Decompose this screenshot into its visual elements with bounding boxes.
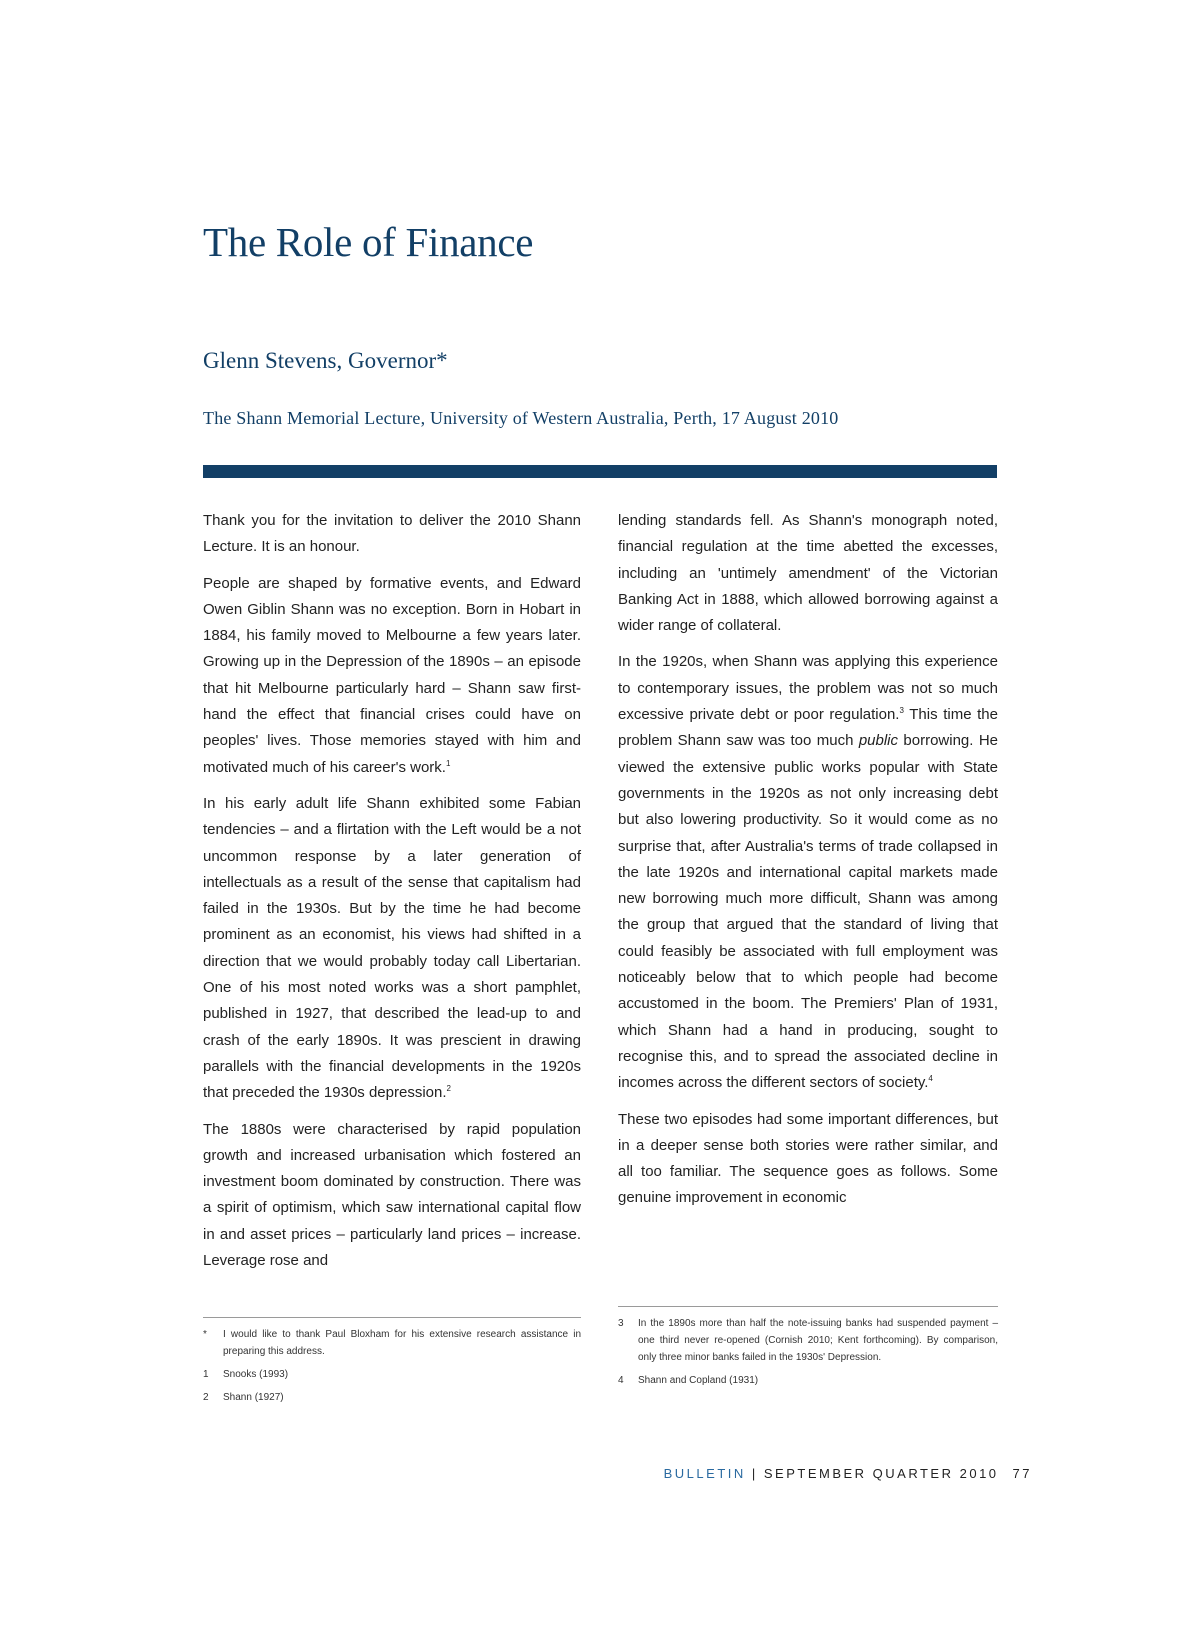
footnote bbox=[618, 1315, 998, 1366]
footnote-mark: 1 bbox=[203, 1369, 209, 1380]
emphasis-text: public bbox=[858, 732, 899, 750]
paragraph bbox=[203, 791, 581, 1107]
footnote-ref[interactable]: 3 bbox=[899, 706, 904, 716]
paragraph bbox=[618, 508, 998, 639]
footer-separator: | bbox=[745, 1466, 764, 1481]
paragraph bbox=[203, 508, 581, 561]
paragraph-text: This time the problem Shann saw was too much bbox=[618, 706, 998, 750]
page-number: 77 bbox=[1012, 1466, 1032, 1481]
paragraph-text: In his early adult life Shann exhibited some Fabian tendencies – and a flirtation with the Left would be a not uncommon response by a later generation of intellectuals as a result of the sense that capitalism had failed in the 1930s. But by the time he had become prominent as an economist, his views had shifted in a direction that we would probably today call Libertarian. One of his most noted works was a short pamphlet, published in 1927, that described the lead-up to and crash of the early 1890s. It was prescient in drawing parallels with the financial developments in the 1920s that preceded the 1930s depression. bbox=[203, 794, 581, 1102]
paragraph bbox=[203, 1117, 581, 1275]
paragraph bbox=[618, 649, 998, 1096]
footnote-text: I would like to thank Paul Bloxham for his extensive research assistance in preparing this address. bbox=[223, 1329, 581, 1357]
footnotes-left bbox=[203, 1317, 581, 1412]
paragraph-text: borrowing. He viewed the extensive public works popular with State governments in the 1920s as not only increasing debt but also lowering productivity. So it would come as no surprise that, after Australia's terms of trade collapsed in the late 1920s and international capital markets made new borrowing much more difficult, Shann was among the group that argued that the standard of living that could feasibly be associated with full employment was noticeably below that to which people had become accustomed in the boom. The Premiers' Plan of 1931, which Shann had a hand in producing, sought to recognise this, and to spread the associated decline in incomes across the different sectors of society. bbox=[618, 732, 999, 1092]
paragraph-text: These two episodes had some important differences, but in a deeper sense both stories were rather similar, and all too familiar. The sequence goes as follows. Some genuine improvement in economic bbox=[618, 1110, 998, 1207]
footnote-ref[interactable]: 4 bbox=[928, 1074, 933, 1084]
header-divider bbox=[203, 465, 997, 478]
footnotes-right bbox=[618, 1306, 998, 1395]
author-line: Glenn Stevens, Governor* bbox=[203, 348, 448, 373]
paragraph-text: Thank you for the invitation to deliver the 2010 Shann Lecture. It is an honour. bbox=[203, 512, 581, 556]
footnote-mark: * bbox=[203, 1329, 207, 1340]
footnote-text: Shann and Copland (1931) bbox=[638, 1375, 759, 1386]
paragraph-text: People are shaped by formative events, and Edward Owen Giblin Shann was no exception. Born in Hobart in 1884, his family moved to Melbourne a few years later. Growing up in the Depression of the 1890s – an episode that hit Melbourne particularly hard – Shann saw first-hand the effect that financial crises could have on peoples' lives. Those memories stayed with him and motivated much of his career's work. bbox=[203, 574, 581, 776]
issue-label: SEPTEMBER QUARTER 2010 bbox=[763, 1466, 999, 1481]
footnote-ref[interactable]: 2 bbox=[446, 1084, 451, 1094]
article-title: The Role of Finance bbox=[203, 219, 534, 265]
paragraph-text: lending standards fell. As Shann's monograph noted, financial regulation at the time abetted the excesses, including an 'untimely amendment' of the Victorian Banking Act in 1888, which allowed borrowing against a wider range of collateral. bbox=[618, 512, 998, 635]
paragraph-text: The 1880s were characterised by rapid population growth and increased urbanisation which fostered an investment boom dominated by construction. There was a spirit of optimism, which saw international capital flow in and asset prices – particularly land prices – increase. Leverage rose and bbox=[203, 1120, 581, 1270]
footnote-divider bbox=[618, 1306, 998, 1307]
footnote-text: Snooks (1993) bbox=[223, 1369, 289, 1380]
paragraph bbox=[618, 1107, 998, 1212]
footnote-mark: 3 bbox=[618, 1318, 624, 1329]
paragraph bbox=[203, 571, 581, 781]
publication-name: BULLETIN bbox=[663, 1466, 746, 1481]
footnote-text: In the 1890s more than half the note-issuing banks had suspended payment – one third never re-opened (Cornish 2010; Kent forthcoming). By comparison, only three minor banks failed in the 1930s' Depression. bbox=[638, 1318, 998, 1363]
footnote-mark: 2 bbox=[203, 1392, 209, 1403]
footnote bbox=[203, 1366, 581, 1383]
footnote bbox=[203, 1389, 581, 1406]
footnote-text: Shann (1927) bbox=[223, 1392, 284, 1403]
footnote bbox=[203, 1326, 581, 1360]
footnote-divider bbox=[203, 1317, 581, 1318]
paragraph-text: In the 1920s, when Shann was applying this experience to contemporary issues, the problem was not so much excessive private debt or poor regulation. bbox=[618, 653, 998, 724]
lecture-subtitle: The Shann Memorial Lecture, University of Western Australia, Perth, 17 August 2010 bbox=[203, 408, 839, 428]
footnote bbox=[618, 1372, 998, 1389]
footnote-ref[interactable]: 1 bbox=[445, 758, 451, 768]
left-column bbox=[203, 508, 581, 1284]
footnote-mark: 4 bbox=[618, 1375, 624, 1386]
page-footer bbox=[664, 1466, 1032, 1481]
right-column bbox=[618, 508, 998, 1222]
